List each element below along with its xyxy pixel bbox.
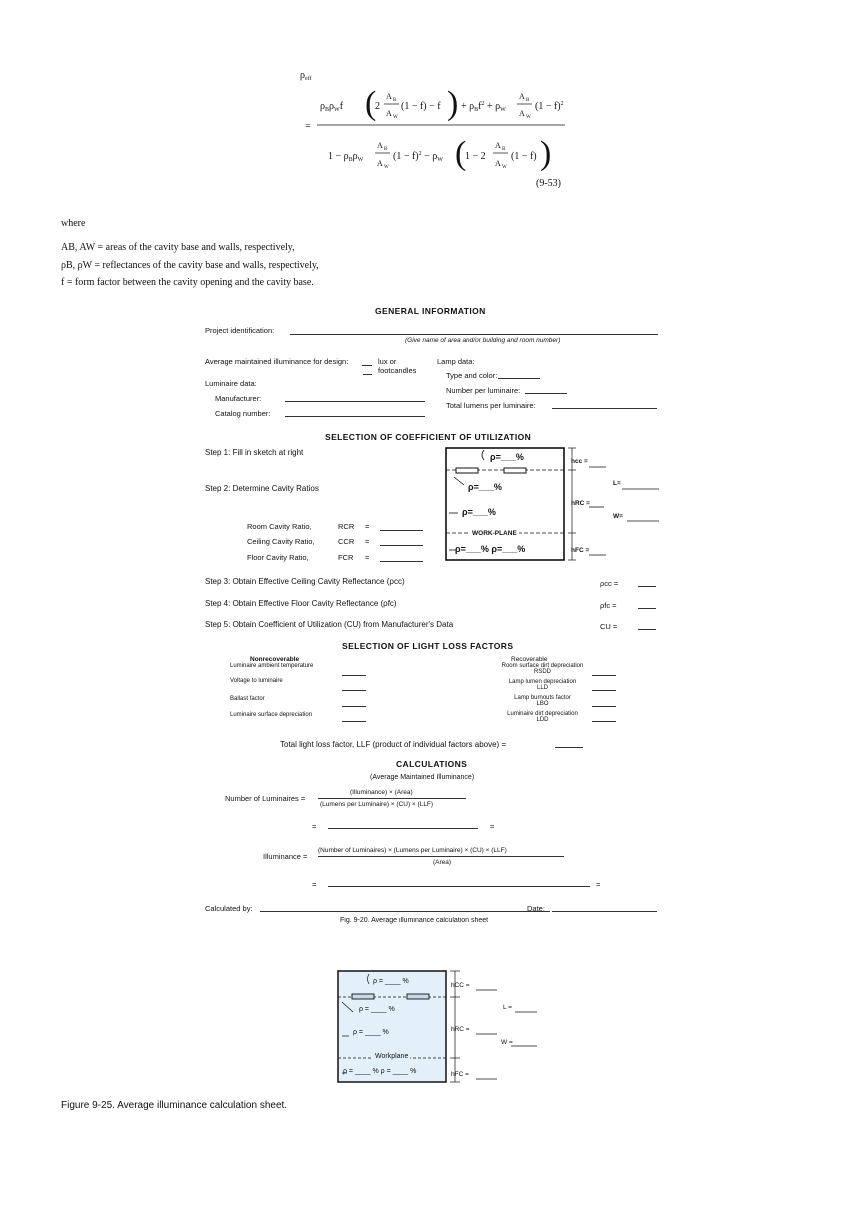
fig-l: L = <box>503 1004 512 1011</box>
svg-text:A: A <box>386 92 392 101</box>
svg-text:(1 − f) − f: (1 − f) − f <box>401 101 441 112</box>
illuminance-label: Average maintained illuminance for design: <box>205 357 349 366</box>
lamp-label: Lamp data: <box>437 357 475 366</box>
total-llf-label: Total light loss factor, LLF (product of individual factors above) = <box>280 740 507 749</box>
cavity-figure <box>335 968 545 1086</box>
catalog-field[interactable] <box>285 416 425 417</box>
fig-w: W = <box>501 1039 513 1046</box>
sketch-rho-floor: ρ=___% ρ=___% <box>455 544 526 554</box>
nonrec-field[interactable] <box>342 675 366 676</box>
svg-text:B: B <box>502 147 506 152</box>
svg-text:A: A <box>377 159 383 168</box>
date-label: Date: <box>527 904 545 913</box>
total-lumens-field[interactable] <box>552 408 657 409</box>
sketch-hfc: hFC = <box>571 547 590 554</box>
svg-text:(1 − f): (1 − f) <box>511 151 537 162</box>
fig-rho-ceiling: ρ = ____ % <box>373 978 409 985</box>
cu-label: CU = <box>600 622 618 631</box>
equation-svg <box>295 66 585 196</box>
illum-result-field[interactable] <box>328 886 590 887</box>
svg-text:+ ρBf2 + ρW: + $\rho_Bf^2 + \rho_W$ <box>461 101 506 113</box>
calculated-by-field[interactable] <box>260 911 550 912</box>
rec-item: Lamp lumen depreciation LLD <box>508 679 577 691</box>
fig-hcc: hCC = <box>451 982 470 989</box>
svg-text:ρBρWf: $\rho_B\rho_Wf$ <box>320 101 344 113</box>
sheet-caption: Fig. 9-20. Average illuminance calculation sheet <box>340 917 489 924</box>
rec-item: Room surface dirt depreciation RSDD <box>501 663 584 675</box>
sketch-hrc: hRC = <box>571 500 590 507</box>
equation-number: (9-53) <box>536 178 561 189</box>
illum-numerator: (Number of Luminaires) × (Lumens per Luminaire) × (CU) × (LLF) <box>318 847 507 854</box>
where-text: where <box>61 218 86 229</box>
rcr-abbr: RCR <box>338 522 355 531</box>
pcc-field[interactable] <box>638 586 656 587</box>
rcr-label: Room Cavity Ratio, <box>247 522 312 531</box>
svg-text:B: B <box>393 98 397 103</box>
luminaire-label: Luminaire data: <box>205 379 257 388</box>
svg-text:A: A <box>495 141 501 150</box>
svg-text:): ) <box>447 85 459 122</box>
svg-text:1 − ρBρW: $1 - \rho_B\rho_W$ <box>328 151 364 163</box>
illum-equals: = <box>312 880 317 889</box>
fig-rho-wall: ρ = ____ % <box>353 1029 389 1036</box>
num-lum-result-field[interactable] <box>328 828 478 829</box>
date-field[interactable] <box>552 911 657 912</box>
sketch-hcc: hcc = <box>571 458 588 465</box>
number-per-field[interactable] <box>525 393 567 394</box>
step1-label: Step 1: Fill in sketch at right <box>205 448 304 457</box>
svg-text:): ) <box>540 135 552 172</box>
definition-item: AB, AW = areas of the cavity base and walls, respectively, <box>61 242 295 253</box>
illum-equals-2: = <box>596 880 601 889</box>
manufacturer-field[interactable] <box>285 401 425 402</box>
svg-text:(1 − f)2 − ρW: $(1 - f)^2 - \rho_W$ <box>393 151 443 163</box>
total-llf-field[interactable] <box>555 747 583 748</box>
calculation-sheet <box>200 300 665 925</box>
type-color-label: Type and color: <box>446 371 498 380</box>
illum-eq-label: Illuminance = <box>263 852 308 861</box>
svg-text:(: ( <box>455 135 467 172</box>
num-lum-equals: = <box>312 822 317 831</box>
sketch-workplane: WORK-PLANE <box>472 530 517 537</box>
num-lum-label: Number of Luminaires = <box>225 794 306 803</box>
nonrec-field[interactable] <box>342 706 366 707</box>
illuminance-fc-field[interactable] <box>363 374 372 375</box>
svg-text:=: = <box>305 121 311 132</box>
type-color-field[interactable] <box>498 378 540 379</box>
illuminance-field[interactable] <box>362 365 372 366</box>
rec-item: Luminaire dirt depreciation LDD <box>507 711 578 723</box>
rec-field[interactable] <box>592 721 616 722</box>
num-lum-numerator: (Illuminance) × (Area) <box>350 789 413 796</box>
project-hint: (Give name of area and/or building and room number) <box>405 337 561 344</box>
nonrec-item: Ballast factor <box>230 696 265 702</box>
calculated-by-label: Calculated by: <box>205 904 253 913</box>
svg-text:A: A <box>377 141 383 150</box>
equation-lhs: $\rho_{eff}$ <box>300 70 312 82</box>
fig-workplane: Workplane <box>375 1053 409 1060</box>
catalog-label: Catalog number: <box>215 409 271 418</box>
rec-field[interactable] <box>592 690 616 691</box>
fig-rho-floor: ρ = ____ % ρ = ____ % <box>343 1068 417 1075</box>
svg-text:B: B <box>384 147 388 152</box>
ccr-equals: = <box>365 537 370 546</box>
project-field[interactable] <box>290 334 658 335</box>
number-per-label: Number per luminaire: <box>446 386 521 395</box>
nonrec-field[interactable] <box>342 721 366 722</box>
calc-subtitle: (Average Maintained Illuminance) <box>370 774 475 781</box>
total-lumens-label: Total lumens per luminaire: <box>446 401 536 410</box>
llf-title: SELECTION OF LIGHT LOSS FACTORS <box>342 641 514 651</box>
ccr-abbr: CCR <box>338 537 355 546</box>
svg-text:(1 − f)2: $(1 - f)^2$ <box>535 101 564 112</box>
sketch-rho-wall-upper: ρ=___% <box>468 482 502 492</box>
rec-field[interactable] <box>592 675 616 676</box>
rec-field[interactable] <box>592 706 616 707</box>
sketch-rho-ceiling: ρ=___% <box>490 452 524 462</box>
svg-text:W: W <box>502 165 507 170</box>
step3-label: Step 3: Obtain Effective Ceiling Cavity Reflectance (ρcc) <box>205 577 405 586</box>
svg-text:A: A <box>495 159 501 168</box>
svg-text:W: W <box>393 115 398 120</box>
calc-title: CALCULATIONS <box>396 759 468 769</box>
fcr-label: Floor Cavity Ratio, <box>247 553 309 562</box>
pfc-field[interactable] <box>638 608 656 609</box>
cu-title: SELECTION OF COEFFICIENT OF UTILIZATION <box>325 432 532 442</box>
svg-text:(: ( <box>365 85 377 122</box>
unit-fc: footcandles <box>378 366 417 375</box>
step4-label: Step 4: Obtain Effective Floor Cavity Reflectance (ρfc) <box>205 599 397 608</box>
svg-text:B: B <box>526 98 530 103</box>
nonrecoverable-heading: Nonrecoverable <box>250 656 300 663</box>
fig-hrc: hRC = <box>451 1026 470 1033</box>
nonrec-item: Luminaire ambient temperature <box>230 663 314 669</box>
ccr-label: Ceiling Cavity Ratio, <box>247 537 315 546</box>
step2-label: Step 2: Determine Cavity Ratios <box>205 484 319 493</box>
project-label: Project identification: <box>205 326 275 335</box>
nonrec-item: Luminaire surface depreciation <box>230 712 313 718</box>
nonrec-item: Voltage to luminaire <box>230 678 283 684</box>
definition-item: ρB, ρW = reflectances of the cavity base and walls, respectively, <box>61 260 319 271</box>
rcr-equals: = <box>365 522 370 531</box>
definition-item: f = form factor between the cavity opening and the cavity base. <box>61 277 314 288</box>
svg-text:W: W <box>526 115 531 120</box>
ccr-field[interactable] <box>380 545 423 546</box>
num-lum-denominator: (Lumens per Luminaire) × (CU) × (LLF) <box>320 801 434 808</box>
rec-item: Lamp burnouts factor LBO <box>514 695 571 707</box>
svg-text:2: 2 <box>375 101 380 112</box>
rcr-field[interactable] <box>380 530 423 531</box>
nonrec-field[interactable] <box>342 690 366 691</box>
svg-text:W: W <box>384 165 389 170</box>
equation-block <box>295 66 585 196</box>
recoverable-heading: Recoverable <box>511 656 548 663</box>
fcr-field[interactable] <box>380 561 423 562</box>
illum-fraction-bar <box>318 856 564 857</box>
svg-text:1 − 2: 1 − 2 <box>465 151 486 162</box>
general-title: GENERAL INFORMATION <box>375 306 486 316</box>
step5-label: Step 5: Obtain Coefficient of Utilization (CU) from Manufacturer's Data <box>205 620 454 629</box>
svg-text:A: A <box>519 92 525 101</box>
illum-denominator: (Area) <box>433 859 452 866</box>
svg-text:A: A <box>519 109 525 118</box>
sketch-w: W= <box>613 513 623 520</box>
figure-caption: Figure 9-25. Average illuminance calculation sheet. <box>61 1100 288 1111</box>
fcr-equals: = <box>365 553 370 562</box>
cu-field[interactable] <box>638 629 656 630</box>
pcc-label: ρcc = <box>600 579 619 588</box>
num-lum-equals-2: = <box>490 822 495 831</box>
fig-rho-wall-upper: ρ = ____ % <box>359 1006 395 1013</box>
fcr-abbr: FCR <box>338 553 354 562</box>
sketch-l: L= <box>613 480 621 487</box>
manufacturer-label: Manufacturer: <box>215 394 262 403</box>
unit-lux: lux or <box>378 357 397 366</box>
num-lum-fraction-bar <box>318 798 466 799</box>
fig-hfc: hFC = <box>451 1071 469 1078</box>
svg-text:A: A <box>386 109 392 118</box>
pfc-label: ρfc = <box>600 601 617 610</box>
sketch-rho-wall: ρ=___% <box>462 507 496 517</box>
